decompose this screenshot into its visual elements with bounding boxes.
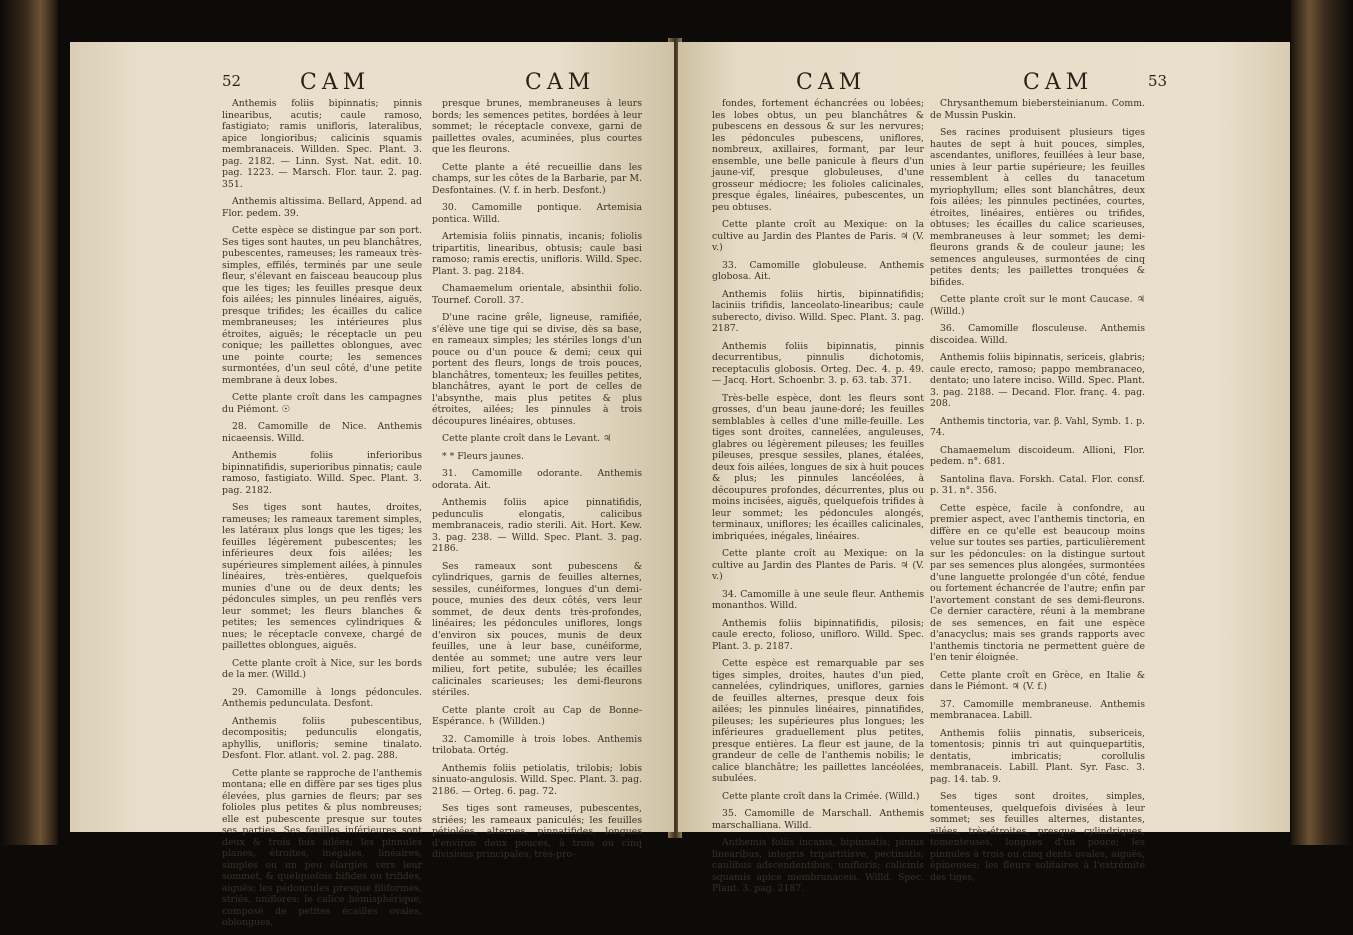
paragraph: Chamaemelum discoideum. Allioni, Flor. pedem. n°. 681. xyxy=(930,444,1145,467)
paragraph: Cette plante croît sur le mont Caucase. ♃ (Willd.) xyxy=(930,294,1145,317)
running-head-right-2: CAM xyxy=(1023,70,1094,95)
paragraph: Anthemis foliis bipinnatifidis, pilosis; caule erecto, folioso, unifloro. Willd. Spec. Plant. 3. p. 2187. xyxy=(712,617,924,652)
paragraph: 35. Camomille de Marschall. Anthemis marschalliana. Willd. xyxy=(712,808,924,831)
running-head-right-1: CAM xyxy=(796,70,867,95)
running-head-left-2: CAM xyxy=(525,70,596,95)
paragraph: Cette plante croît au Mexique: on la cultive au Jardin des Plantes de Paris. ♃ (V. v.) xyxy=(712,219,924,253)
paragraph: 36. Camomille flosculeuse. Anthemis discoidea. Willd. xyxy=(930,323,1145,346)
book-edge-right xyxy=(1291,0,1353,845)
paragraph: Anthemis foliis bipinnatis; pinnis linearibus, acutis; caule ramoso, fastigiato; ramis unifloris, lateralibus, apice longioribus; calicinis squamis membranaceis. Willden. Spec. Plant. 3. pag. 2182. — Linn. Syst. Nat. edit. 10. pag. 1223. — Marsch. Flor. taur. 2. pag. 351. xyxy=(222,98,422,190)
paragraph: Cette espèce, facile à confondre, au premier aspect, avec l'anthemis tinctoria, en diffère en ce qu'elle est beaucoup moins velue sur toutes ses parties, particulièrement sur les pédoncules: on la distingue surtout par ses semences plus alongées, surmontées d'une languette prolongée d'un côté, fendue ou fortement échancrée de l'autre; enfin par l'avortement constant de ses demi-fleurons. Ce dernier caractère, réuni à la membrane de ses semences, en fait une espèce d'anacyclus; mais ses grands rapports avec l'anthemis tinctoria ne permettent guère de l'en tenir éloignée. xyxy=(930,502,1145,663)
paragraph: Cette plante croît en Grèce, en Italie & dans le Piémont. ♃ (V. f.) xyxy=(930,669,1145,692)
page-number-left: 52 xyxy=(222,72,242,90)
paragraph: Ses tiges sont droites, simples, tomenteuses, quelquefois divisées à leur sommet; ses feuilles alternes, distantes, ailées, très-étroites, presque cylindriques, tomenteuses, longues d'un pouce; les pinnules à trois ou cinq dents ovales, aiguës, épineuses; les fleurs solitaires à l'extrémité des tiges, xyxy=(930,791,1145,883)
paragraph: 32. Camomille à trois lobes. Anthemis trilobata. Ortég. xyxy=(432,733,642,756)
paragraph: Anthemis foliis bipinnatis, pinnis decurrentibus, pinnulis dichotomis, receptaculis globosis. Orteg. Dec. 4. p. 49. — Jacq. Hort. Schoenbr. 3. p. 63. tab. 371. xyxy=(712,340,924,386)
paragraph: Cette espèce se distingue par son port. Ses tiges sont hautes, un peu blanchâtres, pubescentes, rameuses; les rameaux très-simples, effilés, terminés par une seule fleur, s'élevant en faisceau beaucoup plus que les tiges; les feuilles presque deux fois ailées; les pinnules linéaires, aiguës, presque trifides; les écailles du calice membraneuses; les intérieures plus étroites, aiguës; le réceptacle un peu conique; les paillettes oblongues, avec une pointe courte; les semences surmontées, d'un seul côté, d'une petite membrane à deux lobes. xyxy=(222,225,422,386)
paragraph: D'une racine grêle, ligneuse, ramifiée, s'élève une tige qui se divise, dès sa base, en rameaux simples; les stériles longs d'un pouce ou d'un pouce & demi; ceux qui portent des fleurs, longs de trois pouces, blanchâtres, tomenteux; les feuilles petites, blanchâtres, ayant le port de celles de l'absynthe, mais plus petites & plus étroites, ailées; les pinnules à trois découpures linéaires, obtuses. xyxy=(432,312,642,427)
paragraph: Ses rameaux sont pubescens & cylindriques, garnis de feuilles alternes, sessiles, cunéiformes, longues d'un demi-pouce, munies des deux côtés, vers leur sommet, de deux dents très-profondes, linéaires; les pédoncules uniflores, longs d'environ six pouces, munis de deux feuilles, une à leur base, cunéiforme, dentée au sommet; une autre vers leur milieu, fort petite, subulée; les écailles calicinales scarieuses; les demi-fleurons stériles. xyxy=(432,560,642,698)
paragraph: Chrysanthemum biebersteinianum. Comm. de Mussin Puskin. xyxy=(930,98,1145,121)
paragraph: Très-belle espèce, dont les fleurs sont grosses, d'un beau jaune-doré; les feuilles semblables à celles d'une mille-feuille. Les tiges sont droites, cannelées, anguleuses, glabres ou légèrement pileuses; les feuilles pileuses, presque sessiles, planes, étalées, deux fois ailées, longues de six à huit pouces & plus; les pinnules lancéolées, à découpures profondes, décurrentes, plus ou moins incisées, aiguës, quelquefois trifides à leur sommet; les pédoncules alongés, terminaux, uniflores; les écailles calicinales, imbriquées, inégales, linéaires. xyxy=(712,392,924,542)
paragraph: Ses racines produisent plusieurs tiges hautes de sept à huit pouces, simples, ascendantes, uniflores, feuillées à leur base, unies à leur partie supérieure; les feuilles ressemblent à celles du tanacetum myriophyllum; elles sont blanchâtres, deux fois ailées; les pinnules pectinées, courtes, étroites, linéaires, entières ou trifides, obtuses; les écailles du calice scarieuses, membraneuses à leur sommet; les demi-fleurons grands & de couleur jaune; les semences anguleuses, surmontées de cinq petites dents; les paillettes tronquées & bifides. xyxy=(930,127,1145,288)
paragraph: 34. Camomille à une seule fleur. Anthemis monanthos. Willd. xyxy=(712,588,924,611)
page-number-right: 53 xyxy=(1148,72,1168,90)
paragraph: Anthemis foliis apice pinnatifidis, pedunculis elongatis, calicibus membranaceis, radio sterili. Ait. Hort. Kew. 3. pag. 238. — Willd. Spec. Plant. 3. pag. 2186. xyxy=(432,497,642,554)
text-column-1 xyxy=(222,98,422,935)
paragraph: Cette plante a été recueillie dans les champs, sur les côtes de la Barbarie, par M. Desfontaines. (V. f. in herb. Desfont.) xyxy=(432,161,642,196)
text-column-3 xyxy=(712,98,924,901)
paragraph: * * Fleurs jaunes. xyxy=(442,450,524,462)
paragraph: Cette plante croît au Cap de Bonne-Espérance. ♄ (Willden.) xyxy=(432,704,642,727)
paragraph: Anthemis tinctoria, var. β. Vahl, Symb. 1. p. 74. xyxy=(930,415,1145,438)
paragraph: Anthemis foliis pubescentibus, decompositis; pedunculis elongatis, aphyllis, unifloris; semine tinalato. Desfont. Flor. atlant. vol. 2. pag. 288. xyxy=(222,715,422,761)
paragraph: Anthemis foliis inferioribus bipinnatifidis, superioribus pinnatis; caule ramoso, fastigiato. Willd. Spec. Plant. 3. pag. 2182. xyxy=(222,450,422,496)
paragraph: Cette espèce est remarquable par ses tiges simples, droites, hautes d'un pied, cannelées, cylindriques, uniflores, garnies de feuilles alternes, presque deux fois ailées; les pinnules linéaires, pinnatifides, pileuses; les supérieures plus longues; les inférieures graduellement plus petites, presque entières. La fleur est jaune, de la grandeur de celle de l'anthemis nobilis; le calice blanchâtre; les paillettes lancéolées, subulées. xyxy=(712,658,924,784)
paragraph: Chamaemelum orientale, absinthii folio. Tournef. Coroll. 37. xyxy=(432,283,642,306)
running-head-left-1: CAM xyxy=(300,70,371,95)
paragraph: Anthemis foliis bipinnatis, sericeis, glabris; caule erecto, ramoso; pappo membranaceo, dentato; uno latere inciso. Willd. Spec. Plant. 3. pag. 2188. — Decand. Flor. franç. 4. pag. 208. xyxy=(930,352,1145,409)
paragraph: 33. Camomille globuleuse. Anthemis globosa. Ait. xyxy=(712,259,924,282)
paragraph: Cette plante croît dans les campagnes du Piémont. ☉ xyxy=(222,392,422,415)
paragraph: Cette plante croît au Mexique: on la cultive au Jardin des Plantes de Paris. ♃ (V. v.) xyxy=(712,548,924,582)
book-edge-left xyxy=(0,0,58,845)
text-column-2 xyxy=(432,98,642,867)
paragraph: Santolina flava. Forskh. Catal. Flor. consf. p. 31. n°. 356. xyxy=(930,473,1145,496)
paragraph: 28. Camomille de Nice. Anthemis nicaeensis. Willd. xyxy=(222,421,422,444)
paragraph: fondes, fortement échancrées ou lobées; les lobes obtus, un peu blanchâtres & pubescens en dessous & sur les nervures; les pédoncules pubescens, uniflores, nombreux, axillaires, formant, par leur ensemble, une belle panicule à fleurs d'un jaune-vif, presque globuleuses, d'une grosseur médiocre; les folioles calicinales, presque égales, linéaires, pubescentes, un peu obtuses. xyxy=(712,98,924,213)
paragraph: 31. Camomille odorante. Anthemis odorata. Ait. xyxy=(432,468,642,491)
paragraph: 37. Camomille membraneuse. Anthemis membranacea. Labill. xyxy=(930,698,1145,721)
paragraph: Cette plante se rapproche de l'anthemis montana; elle en diffère par ses tiges plus élevées, plus garnies de fleurs; par ses folioles plus petites & plus nombreuses; elle est pubescente presque sur toutes ses parties. Ses feuilles inférieures sont deux & trois fois ailées; les pinnules planes, étroites, inégales, linéaires, simples ou un peu élargies vers leur sommet, & quelquefois bifides ou trifides, aiguës; les pédoncules presque filiformes, striés, uniflores; le calice hémisphérique, composé de petites écailles ovales, oblongues, xyxy=(222,767,422,928)
paragraph: Anthemis foliis petiolatis, trilobis; lobis sinuato-angulosis. Willd. Spec. Plant. 3. pag. 2186. — Orteg. 6. pag. 72. xyxy=(432,762,642,797)
paragraph: Cette plante croît dans la Crimée. (Willd.) xyxy=(722,790,920,802)
paragraph: Anthemis foliis hirtis, bipinnatifidis; laciniis trifidis, lanceolato-linearibus; caule suberecto, diviso. Willd. Spec. Plant. 3. pag. 2187. xyxy=(712,288,924,334)
text-column-4 xyxy=(930,98,1145,889)
paragraph: Artemisia foliis pinnatis, incanis; foliolis tripartitis, linearibus, obtusis; caule basi ramoso; ramis erectis, unifloris. Willd. Spec. Plant. 3. pag. 2184. xyxy=(432,231,642,277)
paragraph: presque brunes, membraneuses à leurs bords; les semences petites, bordées à leur sommet; le réceptacle convexe, garni de paillettes ovales, acuminées, plus courtes que les fleurons. xyxy=(432,98,642,155)
paragraph: Cette plante croît dans le Levant. ♃ xyxy=(442,433,612,444)
paragraph: Ses tiges sont rameuses, pubescentes, striées; les rameaux paniculés; les feuilles pétiolées, alternes, pinnatifides, longues d'environ deux pouces, à trois ou cinq divisions principales, très-pro- xyxy=(432,803,642,860)
paragraph: Anthemis altissima. Bellard, Append. ad Flor. pedem. 39. xyxy=(222,196,422,219)
paragraph: Anthemis foliis pinnatis, subsericeis, tomentosis; pinnis tri aut quinquepartitis, dentatis, imbricatis; corollulis membranaceis. Labill. Plant. Syr. Fasc. 3. pag. 14. tab. 9. xyxy=(930,727,1145,785)
paragraph: Anthemis foliis incanis, bipinnatis; pinnis linearibus, integris tripartitisve, pectinatis; caulibus adscendentibus, unifloris; calicinis squamis apice membranaceis. Willd. Spec. Plant. 3. pag. 2187. xyxy=(712,837,924,894)
paragraph: 30. Camomille pontique. Artemisia pontica. Willd. xyxy=(432,202,642,225)
paragraph: 29. Camomille à longs pédoncules. Anthemis pedunculata. Desfont. xyxy=(222,686,422,709)
paragraph: Ses tiges sont hautes, droites, rameuses; les rameaux tarement simples, les latéraux plus longs que les tiges; les feuilles légèrement pubescentes; les inférieures deux fois ailées; les supérieures simplement ailées, à pinnules linéaires, très-entières, quelquefois munies d'une ou de deux dents; les pédoncules simples, un peu renflés vers leur sommet; les fleurs blanches & petites; les semences cylindriques & nues; le réceptacle convexe, chargé de paillettes oblongues, aiguës. xyxy=(222,502,422,651)
paragraph: Cette plante croît à Nice, sur les bords de la mer. (Willd.) xyxy=(222,657,422,680)
